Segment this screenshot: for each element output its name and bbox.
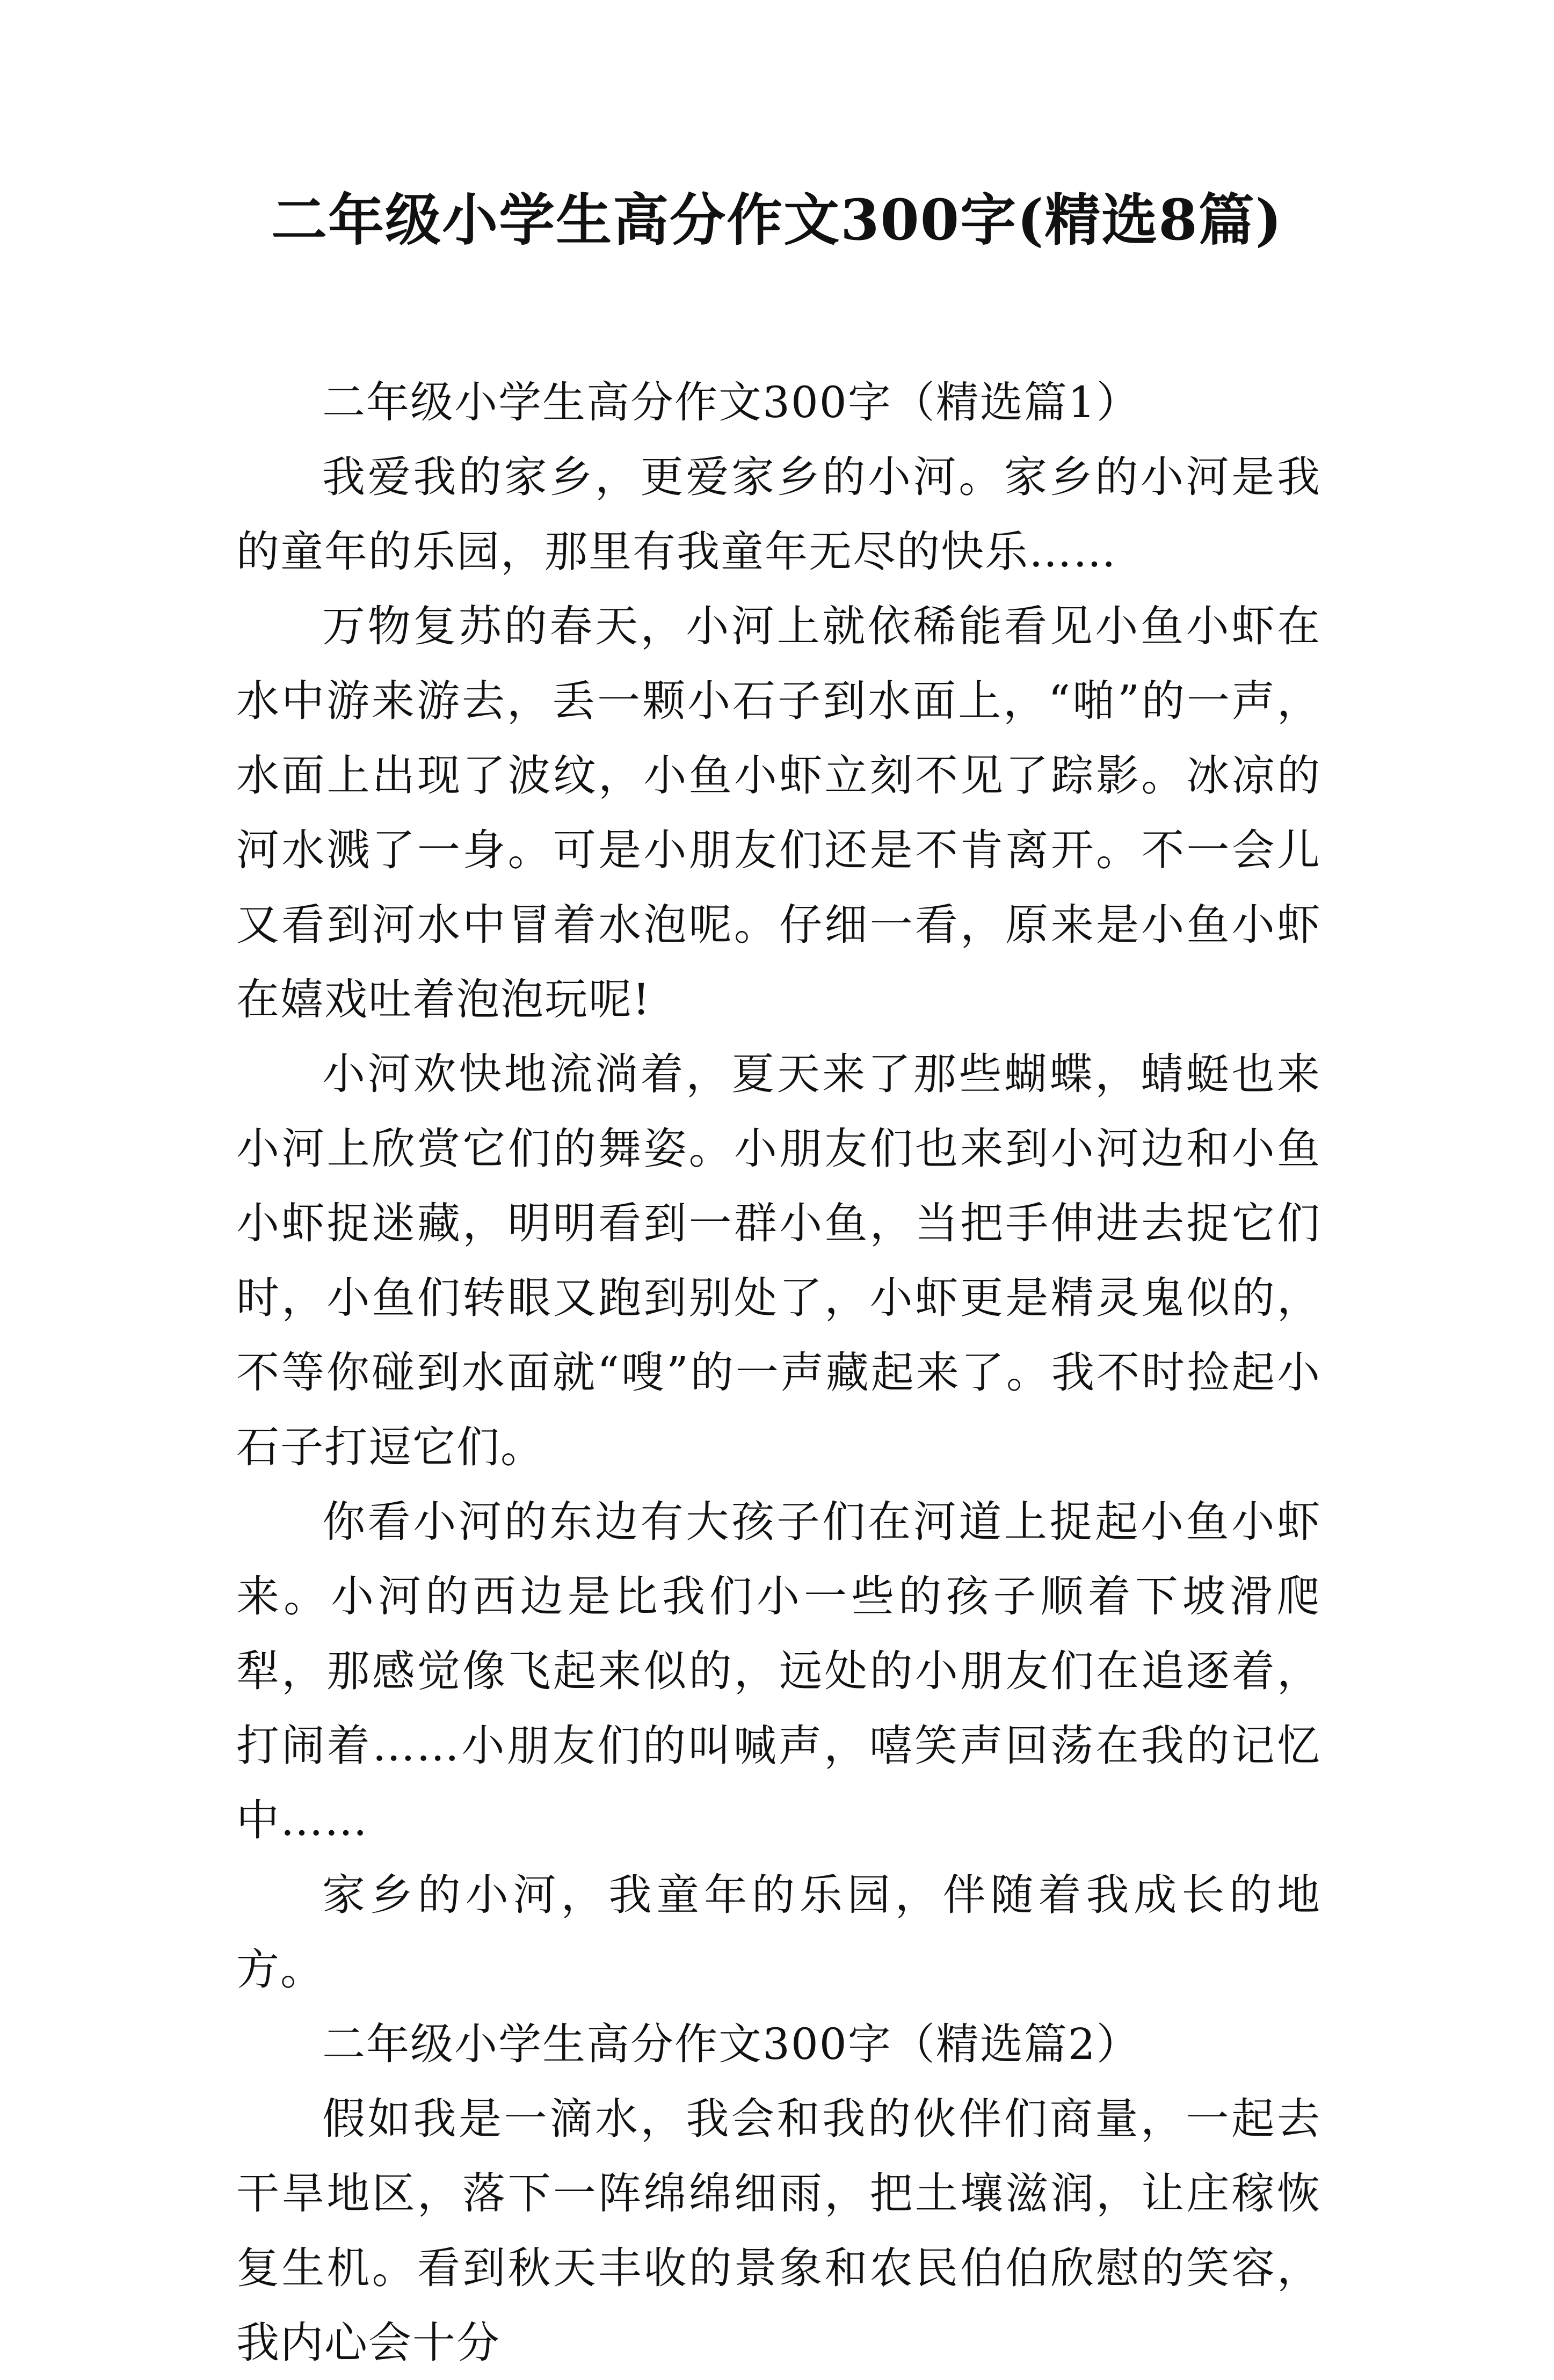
paragraph: 家乡的小河，我童年的乐园，伴随着我成长的地方。 (236, 1870, 1321, 1995)
section-heading-2: 二年级小学生高分作文300字（精选篇2） (322, 2019, 1141, 2069)
paragraph: 万物复苏的春天，小河上就依稀能看见小鱼小虾在水中游来游去，丢一颗小石子到水面上，“啪”的一声，水面上出现了波纹，小鱼小虾立刻不见了踪影。冰凉的河水溅了一身。可是小朋友们还是不肯离开。不一会儿又看到河水中冒着水泡呢。仔细一看，原来是小鱼小虾在嬉戏吐着泡泡玩呢! (236, 601, 1321, 1024)
document-body (236, 365, 1321, 2380)
paragraph: 我爱我的家乡，更爱家乡的小河。家乡的小河是我的童年的乐园，那里有我童年无尽的快乐…… (236, 452, 1321, 577)
document-title: 二年级小学生高分作文300字(精选8篇) (271, 187, 1283, 253)
paragraph: 你看小河的东边有大孩子们在河道上捉起小鱼小虾来。小河的西边是比我们小一些的孩子顺着下坡滑爬犁，那感觉像飞起来似的，远处的小朋友们在追逐着，打闹着……小朋友们的叫喊声，嘻笑声回荡在我的记忆中…… (236, 1497, 1321, 1845)
paragraph: 小河欢快地流淌着，夏天来了那些蝴蝶，蜻蜓也来小河上欣赏它们的舞姿。小朋友们也来到小河边和小鱼小虾捉迷藏，明明看到一群小鱼，当把手伸进去捉它们时，小鱼们转眼又跑到别处了，小虾更是精灵鬼似的，不等你碰到水面就“嗖”的一声藏起来了。我不时捡起小石子打逗它们。 (236, 1049, 1321, 1472)
section-heading-1: 二年级小学生高分作文300字（精选篇1） (322, 377, 1141, 427)
paragraph: 假如我是一滴水，我会和我的伙伴们商量，一起去干旱地区，落下一阵绵绵细雨，把土壤滋润，让庄稼恢复生机。看到秋天丰收的景象和农民伯伯欣慰的笑容，我内心会十分 (236, 2094, 1321, 2368)
